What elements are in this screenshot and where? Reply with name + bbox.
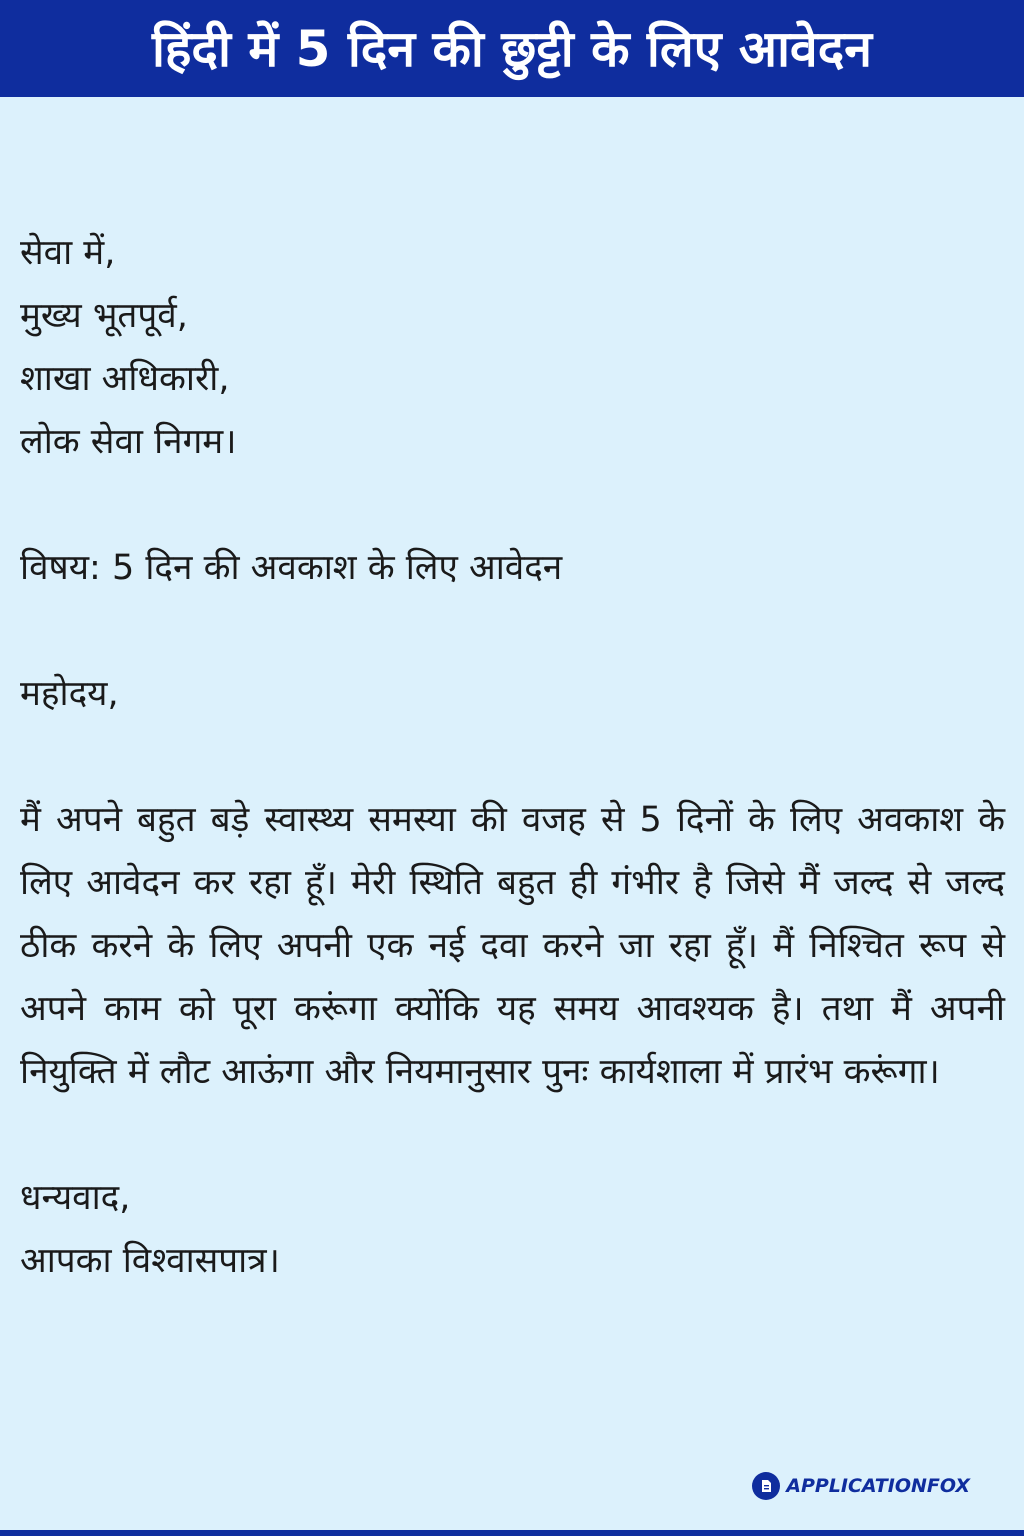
footer-divider bbox=[0, 1530, 1024, 1536]
letter-paragraph: मैं अपने बहुत बड़े स्वास्थ्य समस्या की वजह से 5 दिनों के लिए अवकाश के लिए आवेदन कर रहा हूँ। मेरी स्थिति बहुत ही गंभीर है जिसे मैं जल्द से जल्द ठीक करने के लिए अपनी एक नई दवा करने जा रहा हूँ। मैं निश्चित रूप से अपने काम को पूरा करूंगा क्योंकि यह समय आवश्यक है। तथा मैं अपनी नियुक्ति में लौट आऊंगा और नियमानुसार पुनः कार्यशाला में प्रारंभ करूंगा। bbox=[20, 800, 1005, 1092]
brand-name: APPLICATIONFOX bbox=[786, 1475, 970, 1497]
letter-subject: विषय: 5 दिन की अवकाश के लिए आवेदन bbox=[20, 548, 563, 588]
document-icon bbox=[752, 1472, 780, 1500]
closing-line: धन्यवाद, bbox=[20, 1178, 131, 1218]
address-line: शाखा अधिकारी, bbox=[20, 359, 230, 399]
signature-line: आपका विश्वासपात्र। bbox=[20, 1241, 280, 1281]
address-line: मुख्य भूतपूर्व, bbox=[20, 296, 188, 336]
brand-logo bbox=[752, 1472, 970, 1500]
letter-salutation: महोदय, bbox=[20, 674, 119, 714]
letter-body bbox=[20, 222, 1005, 1293]
address-line: लोक सेवा निगम। bbox=[20, 422, 237, 462]
page-title: हिंदी में 5 दिन की छुट्टी के लिए आवेदन bbox=[151, 19, 873, 78]
address-line: सेवा में, bbox=[20, 233, 116, 273]
title-banner bbox=[0, 0, 1024, 97]
